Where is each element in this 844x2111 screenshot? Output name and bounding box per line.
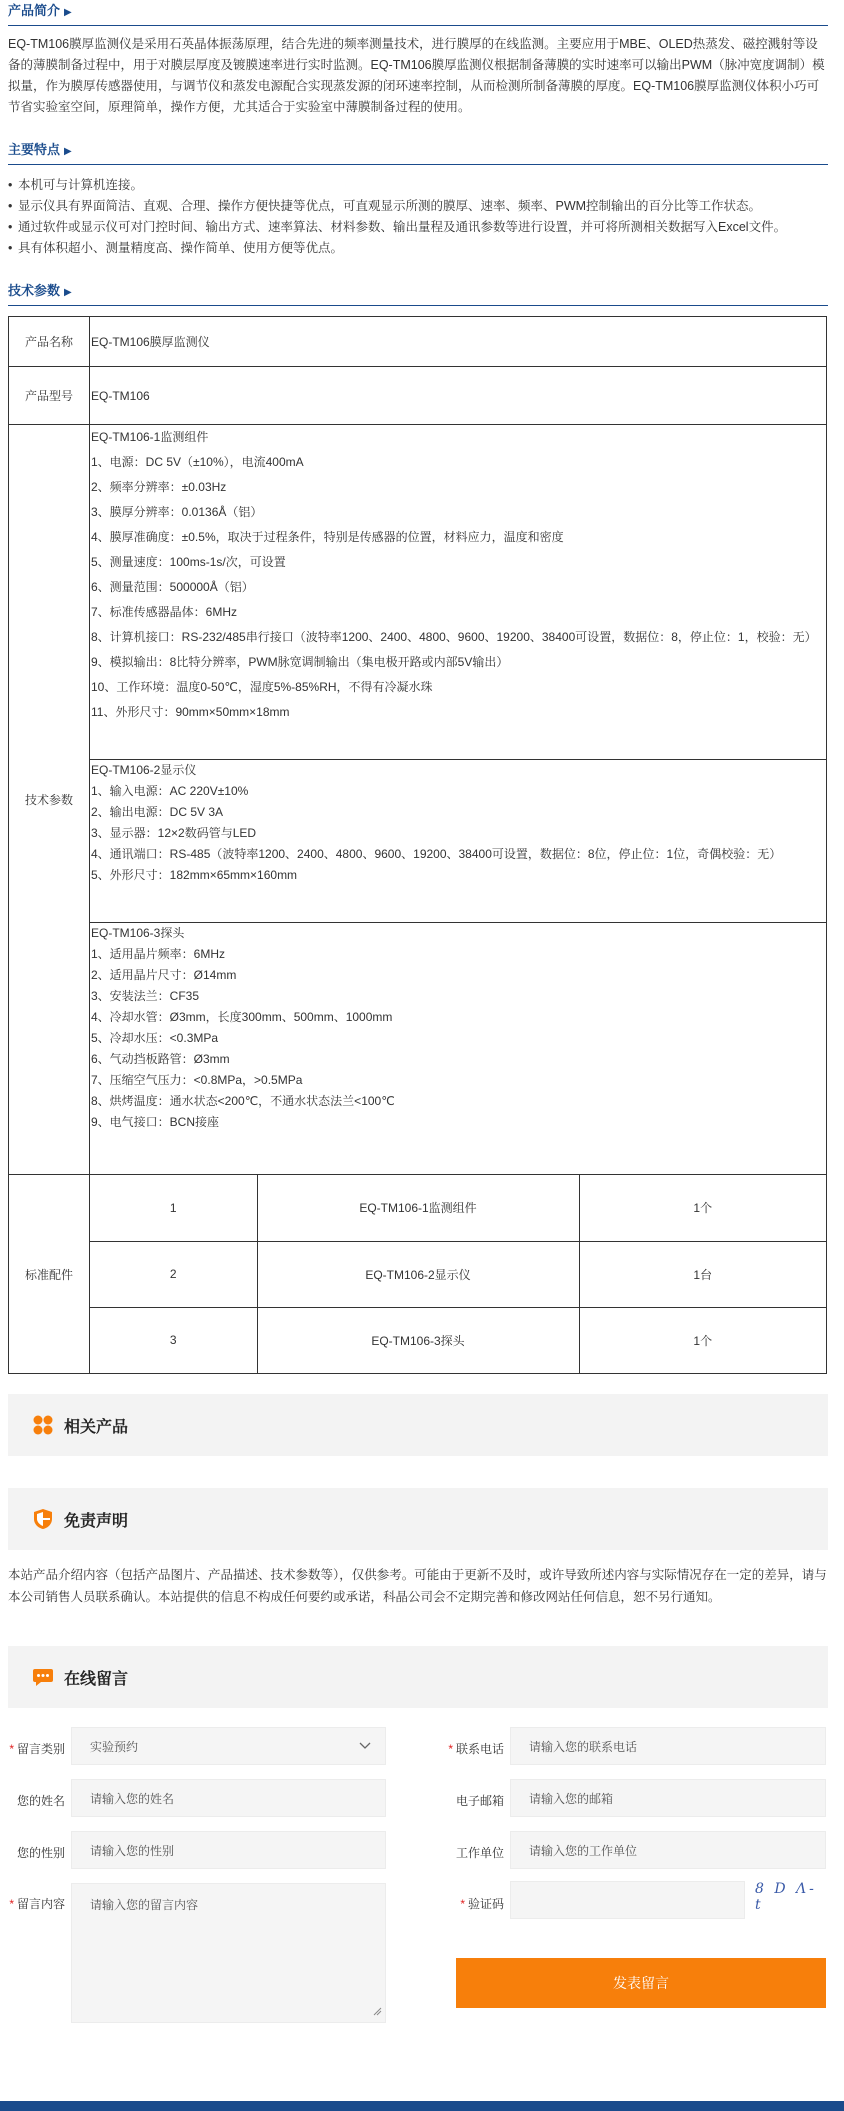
accessory-no: 1 [90, 1175, 257, 1241]
spec-line: 3、安装法兰：CF35 [91, 989, 200, 1003]
accessories-cell [90, 1175, 827, 1374]
spec-line: 8、烘烤温度：通水状态<200℃，不通水状态法兰<100℃ [91, 1094, 395, 1108]
spec-line: 7、标准传感器晶体：6MHz [91, 605, 238, 619]
type-label-text: 留言类别 [16, 1742, 65, 1756]
list-item: • 通过软件或显示仪可对门控时间、输出方式、速率算法、材料参数、输出量程及通讯参数等进行设置，并可将所测相关数据写入Excel文件。 [8, 217, 828, 238]
table-row [90, 1241, 826, 1307]
type-select-value: 实验预约 [90, 1739, 139, 1754]
list-item: • 显示仪具有界面简洁、直观、合理、操作方便快捷等优点，可直观显示所测的膜厚、速率、频率、PWM控制输出的百分比等工作状态。 [8, 196, 828, 217]
spec-line: 8、计算机接口：RS-232/485串行接口（波特率1200、2400、4800、9600、19200、38400可设置，数据位：8，停止位：1，校验：无） [91, 630, 817, 644]
captcha-label-text: 验证码 [467, 1897, 504, 1911]
table-row [9, 1175, 827, 1374]
table-row [90, 1307, 826, 1373]
related-products-header [8, 1394, 828, 1456]
table-row [9, 317, 827, 367]
type-select[interactable] [71, 1727, 386, 1765]
content-label-text: 留言内容 [16, 1897, 65, 1911]
disclaimer-text: 本站产品介绍内容（包括产品图片、产品描述、技术参数等），仅供参考。可能由于更新不及时，或许导致所述内容与实际情况存在一定的差异，请与本公司销售人员联系确认。本站提供的信息不构成任何要约或承诺，科晶公司会不定期完善和修改网站任何信息，恕不另行通知。 [8, 1568, 827, 1604]
required-mark: * [448, 1742, 453, 1756]
footer-bar [0, 2101, 844, 2111]
spec-line: 4、冷却水管：Ø3mm，长度300mm、500mm、1000mm [91, 1010, 393, 1024]
message-header [8, 1646, 828, 1708]
spec-line: 1、输入电源：AC 220V±10% [91, 784, 249, 798]
resize-handle-icon[interactable] [373, 2005, 382, 2019]
spec-line: 4、通讯端口：RS-485（波特率1200、2400、4800、9600、19200、38400可设置，数据位：8位，停止位：1位，奇偶校验：无） [91, 847, 782, 861]
chevron-down-icon [359, 1739, 371, 1753]
spec-line: 4、膜厚准确度：±0.5%，取决于过程条件，特别是传感器的位置，材料应力，温度和密度 [91, 530, 564, 544]
spec-line: 5、测量速度：100ms-1s/次，可设置 [91, 555, 286, 569]
spec-line: 9、模拟输出：8比特分辨率，PWM脉宽调制输出（集电极开路或内部5V输出） [91, 655, 509, 669]
related-title: 相关产品 [64, 1418, 129, 1436]
accessory-qty: 1个 [579, 1307, 826, 1373]
grid-icon [32, 1414, 54, 1436]
disclaimer-title: 免责声明 [64, 1512, 129, 1530]
spec-line: 2、适用晶片尺寸：Ø14mm [91, 968, 237, 982]
spec-line: 10、工作环境：温度0-50℃，湿度5%-85%RH，不得有冷凝水珠 [91, 680, 433, 694]
accessory-name: EQ-TM106-3探头 [257, 1307, 579, 1373]
accessory-qty: 1个 [579, 1175, 826, 1241]
spec-line: 3、显示器：12×2数码管与LED [91, 826, 257, 840]
required-mark: * [9, 1742, 14, 1756]
triangle-right-icon: ▶ [64, 7, 72, 18]
required-mark: * [460, 1897, 465, 1911]
type-label [8, 1740, 65, 1757]
content-textarea[interactable] [71, 1883, 386, 2023]
list-item: • 本机可与计算机连接。 [8, 175, 828, 196]
phone-label-text: 联系电话 [455, 1742, 504, 1756]
params-title-text: 技术参数 [8, 283, 61, 298]
row-value: EQ-TM106膜厚监测仪 [90, 317, 827, 367]
row-value: EQ-TM106 [90, 367, 827, 425]
accessory-qty: 1台 [579, 1241, 826, 1307]
spec-line: 6、气动挡板路管：Ø3mm [91, 1052, 230, 1066]
spec-line: 3、膜厚分辨率：0.0136Å（铝） [91, 505, 263, 519]
intro-title [8, 0, 828, 26]
triangle-right-icon: ▶ [64, 146, 72, 157]
table-row [9, 425, 827, 760]
group-heading: EQ-TM106-2显示仪 [91, 763, 197, 777]
features-list [8, 165, 828, 259]
params-section [8, 280, 828, 306]
email-label: 电子邮箱 [455, 1794, 504, 1808]
triangle-right-icon: ▶ [64, 287, 72, 298]
group-display [90, 760, 827, 923]
row-label: 产品型号 [9, 367, 90, 425]
row-label: 产品名称 [9, 317, 90, 367]
spec-line: 2、频率分辨率：±0.03Hz [91, 480, 227, 494]
spec-line: 7、压缩空气压力：<0.8MPa，>0.5MPa [91, 1073, 303, 1087]
table-row [9, 760, 827, 923]
captcha-input[interactable] [510, 1881, 745, 1919]
spec-table [8, 316, 827, 1374]
intro-title-text: 产品简介 [8, 3, 61, 18]
features-title [8, 139, 828, 165]
tech-params-label: 技术参数 [9, 425, 90, 1175]
spec-line: 9、电气接口：BCN接座 [91, 1115, 220, 1129]
spec-line: 1、电源：DC 5V（±10%），电流400mA [91, 455, 304, 469]
content-label [8, 1895, 65, 1912]
intro-text: EQ-TM106膜厚监测仪是采用石英晶体振荡原理，结合先进的频率测量技术，进行膜厚的在线监测。主要应用于MBE、OLED热蒸发、磁控溅射等设备的薄膜制备过程中，用于对膜层厚度及镀膜速率进行实时监测。EQ-TM106膜厚监测仪根据制备薄膜的实时速率可以输出PWM（脉冲宽度调制）模拟量，作为膜厚传感器使用，与调节仪和蒸发电源配合实现蒸发源的闭环速率控制，从而检测所制备薄膜的厚度。EQ-TM106膜厚监测仪体积小巧可节省实验室空间，原理简单，操作方便，尤其适合于实验室中薄膜制备过程的使用。 [8, 37, 825, 114]
captcha-label [436, 1895, 504, 1912]
spec-line: 6、测量范围：500000Å（铝） [91, 580, 254, 594]
spec-line: 5、外形尺寸：182mm×65mm×160mm [91, 868, 298, 882]
features-title-text: 主要特点 [8, 142, 61, 157]
accessory-name: EQ-TM106-2显示仪 [257, 1241, 579, 1307]
accessory-name: EQ-TM106-1监测组件 [257, 1175, 579, 1241]
group-heading: EQ-TM106-1监测组件 [91, 430, 209, 444]
company-label: 工作单位 [455, 1846, 504, 1860]
spec-line: 5、冷却水压：<0.3MPa [91, 1031, 219, 1045]
disclaimer-header [8, 1488, 828, 1550]
accessory-no: 3 [90, 1307, 257, 1373]
spec-line: 1、适用晶片频率：6MHz [91, 947, 226, 961]
phone-input[interactable]: 请输入您的联系电话 [510, 1727, 826, 1765]
group-probe [90, 923, 827, 1175]
group-heading: EQ-TM106-3探头 [91, 926, 185, 940]
intro-section [8, 0, 828, 118]
submit-button[interactable]: 发表留言 [456, 1958, 826, 2008]
accessory-no: 2 [90, 1241, 257, 1307]
gender-input[interactable]: 请输入您的性别 [71, 1831, 386, 1869]
content-placeholder: 请输入您的留言内容 [90, 1898, 199, 1912]
group-monitor [90, 425, 827, 760]
features-section [8, 139, 828, 259]
name-label: 您的姓名 [16, 1794, 65, 1808]
accessories-label: 标准配件 [9, 1175, 90, 1374]
required-mark: * [9, 1897, 14, 1911]
table-row [90, 1175, 826, 1241]
company-input[interactable]: 请输入您的工作单位 [510, 1831, 826, 1869]
captcha-image[interactable]: 8 D Λ-t [755, 1881, 817, 1913]
name-input[interactable]: 请输入您的姓名 [71, 1779, 386, 1817]
list-item: • 具有体积超小、测量精度高、操作简单、使用方便等优点。 [8, 238, 828, 259]
table-row [9, 923, 827, 1175]
chat-icon [32, 1666, 54, 1688]
message-title: 在线留言 [64, 1670, 129, 1688]
shield-icon [32, 1508, 54, 1530]
spec-line: 11、外形尺寸：90mm×50mm×18mm [91, 705, 290, 719]
gender-label: 您的性别 [16, 1846, 65, 1860]
accessories-table [90, 1175, 826, 1373]
spec-line: 2、输出电源：DC 5V 3A [91, 805, 224, 819]
params-title [8, 280, 828, 306]
table-row [9, 367, 827, 425]
phone-label [436, 1740, 504, 1757]
email-input[interactable]: 请输入您的邮箱 [510, 1779, 826, 1817]
